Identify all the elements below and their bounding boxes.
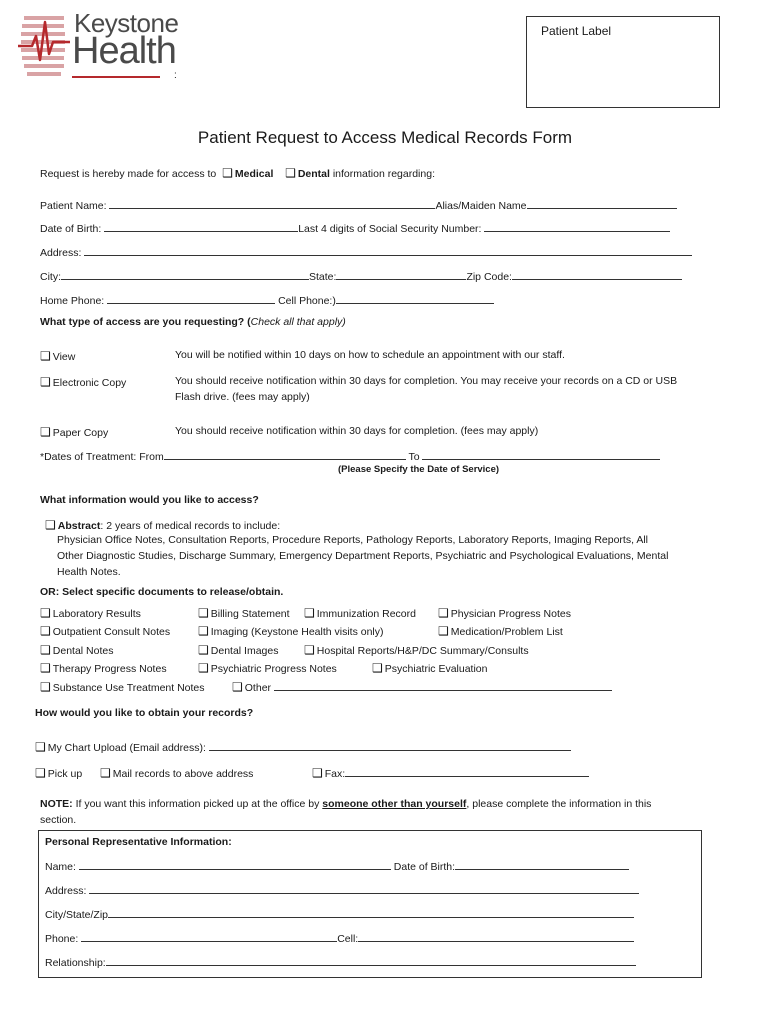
doc-dental-notes[interactable]: [40, 643, 113, 657]
logo-mark-icon: [18, 12, 70, 78]
mychart-row[interactable]: [35, 740, 571, 754]
doc-psych-eval[interactable]: [372, 661, 487, 675]
state-label: State:: [309, 271, 337, 283]
note-line-1: [40, 798, 651, 810]
pickup-option[interactable]: [35, 766, 82, 780]
access-option-electronic[interactable]: [40, 375, 126, 389]
mychart-label: My Chart Upload (Email address):: [47, 742, 206, 754]
address-row: [40, 245, 692, 259]
doc-label: Billing Statement: [210, 608, 290, 620]
zip-field[interactable]: [512, 269, 682, 280]
rep-cell-field[interactable]: [358, 931, 634, 942]
dental-option: Dental: [297, 168, 330, 180]
doc-label: Other: [244, 682, 272, 694]
checkbox-icon[interactable]: ❑: [40, 606, 51, 620]
dates-row: [40, 449, 660, 463]
logo-health-text: Health: [72, 30, 176, 72]
fax-option[interactable]: [312, 766, 589, 780]
info-question: What information would you like to access?: [40, 494, 259, 506]
rep-address-row: [45, 883, 639, 897]
dates-label: *Dates of Treatment: From: [40, 451, 164, 463]
checkbox-icon[interactable]: ❑: [35, 766, 46, 780]
access-option-paper[interactable]: [40, 425, 108, 439]
checkbox-icon[interactable]: ❑: [198, 661, 209, 675]
checkbox-icon[interactable]: ❑: [40, 349, 51, 363]
doc-label: Laboratory Results: [52, 608, 141, 620]
doc-imaging[interactable]: [198, 624, 384, 638]
checkbox-icon[interactable]: ❑: [40, 661, 51, 675]
patient-name-row: [40, 198, 677, 212]
rep-name-field[interactable]: [79, 859, 391, 870]
doc-label: Psychiatric Progress Notes: [210, 663, 337, 675]
checkbox-icon[interactable]: ❑: [438, 624, 449, 638]
zip-label: Zip Code:: [466, 271, 512, 283]
abstract-line-2: Other Diagnostic Studies, Discharge Summary, Emergency Department Reports, Psychiatric and Psychological Evaluations, Mental: [57, 550, 669, 562]
city-row: [40, 269, 682, 283]
abstract-line-3: Health Notes.: [57, 566, 121, 578]
doc-label: Medication/Problem List: [450, 626, 563, 638]
abstract-text: : 2 years of medical records to include:: [100, 520, 281, 532]
checkbox-icon[interactable]: ❑: [285, 166, 296, 180]
mail-option[interactable]: [100, 766, 253, 780]
ssn-field[interactable]: [484, 221, 670, 232]
rep-relationship-label: Relationship:: [45, 957, 106, 969]
checkbox-icon[interactable]: ❑: [40, 643, 51, 657]
mychart-email-field[interactable]: [209, 740, 571, 751]
checkbox-icon[interactable]: ❑: [40, 375, 51, 389]
doc-label: Outpatient Consult Notes: [52, 626, 171, 638]
doc-label: Psychiatric Evaluation: [384, 663, 488, 675]
note-emphasis: someone other than yourself: [322, 798, 467, 810]
patient-name-label: Patient Name:: [40, 200, 107, 212]
checkbox-icon[interactable]: ❑: [438, 606, 449, 620]
note-text-1: If you want this information picked up at the office by: [72, 798, 323, 810]
note-line-2: section.: [40, 814, 77, 826]
doc-billing[interactable]: [198, 606, 290, 620]
page-title: Patient Request to Access Medical Records Form: [197, 128, 573, 147]
doc-hospital[interactable]: [304, 643, 529, 657]
medical-option: Medical: [234, 168, 274, 180]
rep-name-label: Name:: [45, 861, 76, 873]
logo-colon: :: [174, 70, 177, 81]
doc-outpatient[interactable]: [40, 624, 170, 638]
checkbox-icon[interactable]: ❑: [222, 166, 233, 180]
checkbox-icon[interactable]: ❑: [198, 643, 209, 657]
rep-relationship-row: [45, 955, 636, 969]
doc-psych-progress[interactable]: [198, 661, 337, 675]
request-suffix: information regarding:: [332, 168, 435, 180]
checkbox-icon[interactable]: ❑: [40, 425, 51, 439]
doc-label: Dental Notes: [52, 645, 114, 657]
access-option-label: View: [52, 351, 76, 363]
pickup-label: Pick up: [47, 768, 83, 780]
rep-phone-row: [45, 931, 634, 945]
abstract-line-1: Physician Office Notes, Consultation Reports, Procedure Reports, Pathology Reports, Laboratory Reports, Imaging Reports, All: [57, 534, 649, 546]
note-label: NOTE:: [40, 798, 73, 810]
checkbox-icon[interactable]: ❑: [198, 606, 209, 620]
cell-phone-label: Cell Phone:): [278, 295, 336, 307]
doc-immunization[interactable]: [304, 606, 416, 620]
or-label: OR: Select specific documents to release/obtain.: [40, 586, 284, 598]
doc-physician-progress[interactable]: [438, 606, 571, 620]
dates-note: (Please Specify the Date of Service): [338, 464, 500, 475]
dates-to-field[interactable]: [422, 449, 660, 460]
doc-label: Hospital Reports/H&P/DC Summary/Consults: [316, 645, 529, 657]
fax-label: Fax:: [324, 768, 346, 780]
doc-label: Therapy Progress Notes: [52, 663, 167, 675]
checkbox-icon[interactable]: ❑: [312, 766, 323, 780]
dates-to-label: To: [408, 451, 420, 463]
checkbox-icon[interactable]: ❑: [304, 606, 315, 620]
checkbox-icon[interactable]: ❑: [372, 661, 383, 675]
doc-label: Dental Images: [210, 645, 279, 657]
patient-name-field[interactable]: [109, 198, 435, 209]
checkbox-icon[interactable]: ❑: [100, 766, 111, 780]
mail-label: Mail records to above address: [112, 768, 254, 780]
logo-keystone-text: Keystone: [74, 8, 179, 38]
rep-dob-field[interactable]: [455, 859, 629, 870]
checkbox-icon[interactable]: ❑: [304, 643, 315, 657]
dob-label: Date of Birth:: [40, 223, 102, 235]
alias-field[interactable]: [527, 198, 677, 209]
access-option-desc: You will be notified within 10 days on how to schedule an appointment with our staff.: [175, 349, 565, 361]
rep-city-label: City/State/Zip: [45, 909, 109, 921]
doc-substance[interactable]: [40, 680, 205, 694]
city-label: City:: [40, 271, 61, 283]
rep-cell-label: Cell:: [337, 933, 359, 945]
dob-row: [40, 221, 670, 235]
other-field[interactable]: [274, 680, 612, 691]
rep-name-row: [45, 859, 629, 873]
dates-from-field[interactable]: [164, 449, 406, 460]
access-option-desc: You should receive notification within 30 days for completion. (fees may apply): [175, 425, 539, 437]
doc-therapy[interactable]: [40, 661, 167, 675]
access-option-desc: You should receive notification within 30 days for completion. You may receive your records on a CD or USB: [175, 375, 678, 387]
patient-label-text: Patient Label: [541, 24, 612, 38]
home-phone-label: Home Phone:: [40, 295, 105, 307]
address-field[interactable]: [84, 245, 692, 256]
access-question-note: Check all that apply): [250, 316, 346, 328]
home-phone-field[interactable]: [107, 293, 275, 304]
alias-label: Alias/Maiden Name: [435, 200, 527, 212]
dob-field[interactable]: [104, 221, 298, 232]
doc-label: Physician Progress Notes: [450, 608, 571, 620]
rep-relationship-field[interactable]: [106, 955, 636, 966]
state-field[interactable]: [336, 269, 466, 280]
doc-label: Immunization Record: [316, 608, 416, 620]
phone-row: [40, 293, 494, 307]
rep-phone-field[interactable]: [81, 931, 337, 942]
rep-dob-label: Date of Birth:: [393, 861, 456, 873]
rep-address-label: Address:: [45, 885, 87, 897]
request-prefix: Request is hereby made for access to: [40, 168, 217, 180]
access-option-label: Electronic Copy: [52, 377, 127, 389]
checkbox-icon[interactable]: ❑: [45, 518, 56, 532]
city-field[interactable]: [61, 269, 309, 280]
ssn-label: Last 4 digits of Social Security Number:: [298, 223, 482, 235]
access-option-view[interactable]: [40, 349, 75, 363]
keystone-logo: [18, 8, 179, 82]
checkbox-icon[interactable]: ❑: [35, 740, 46, 754]
fax-field[interactable]: [345, 766, 589, 777]
doc-label: Imaging (Keystone Health visits only): [210, 626, 384, 638]
rep-city-field[interactable]: [108, 907, 634, 918]
checkbox-icon[interactable]: ❑: [40, 624, 51, 638]
doc-medication[interactable]: [438, 624, 563, 638]
address-label: Address:: [40, 247, 82, 259]
doc-dental-images[interactable]: [198, 643, 278, 657]
doc-lab[interactable]: [40, 606, 141, 620]
obtain-question: How would you like to obtain your records?: [35, 707, 254, 719]
representative-box: [38, 830, 702, 978]
cell-phone-field[interactable]: [336, 293, 494, 304]
access-option-desc-2: Flash drive. (fees may apply): [175, 391, 310, 403]
rep-address-field[interactable]: [89, 883, 639, 894]
access-option-label: Paper Copy: [52, 427, 109, 439]
access-question-text: What type of access are you requesting? (: [40, 316, 251, 328]
note-text-2: , please complete the information in this: [466, 798, 652, 810]
rep-city-row: [45, 907, 634, 921]
checkbox-icon[interactable]: ❑: [40, 680, 51, 694]
access-question: [40, 316, 346, 328]
checkbox-icon[interactable]: ❑: [232, 680, 243, 694]
patient-label-box: [526, 16, 720, 108]
abstract-label: Abstract: [57, 520, 101, 532]
doc-other[interactable]: [232, 680, 612, 694]
logo-underline: [72, 76, 160, 78]
rep-phone-label: Phone:: [45, 933, 79, 945]
abstract-row: [45, 518, 280, 532]
checkbox-icon[interactable]: ❑: [198, 624, 209, 638]
rep-title: Personal Representative Information:: [45, 836, 232, 848]
doc-label: Substance Use Treatment Notes: [52, 682, 205, 694]
request-line: [40, 166, 435, 180]
